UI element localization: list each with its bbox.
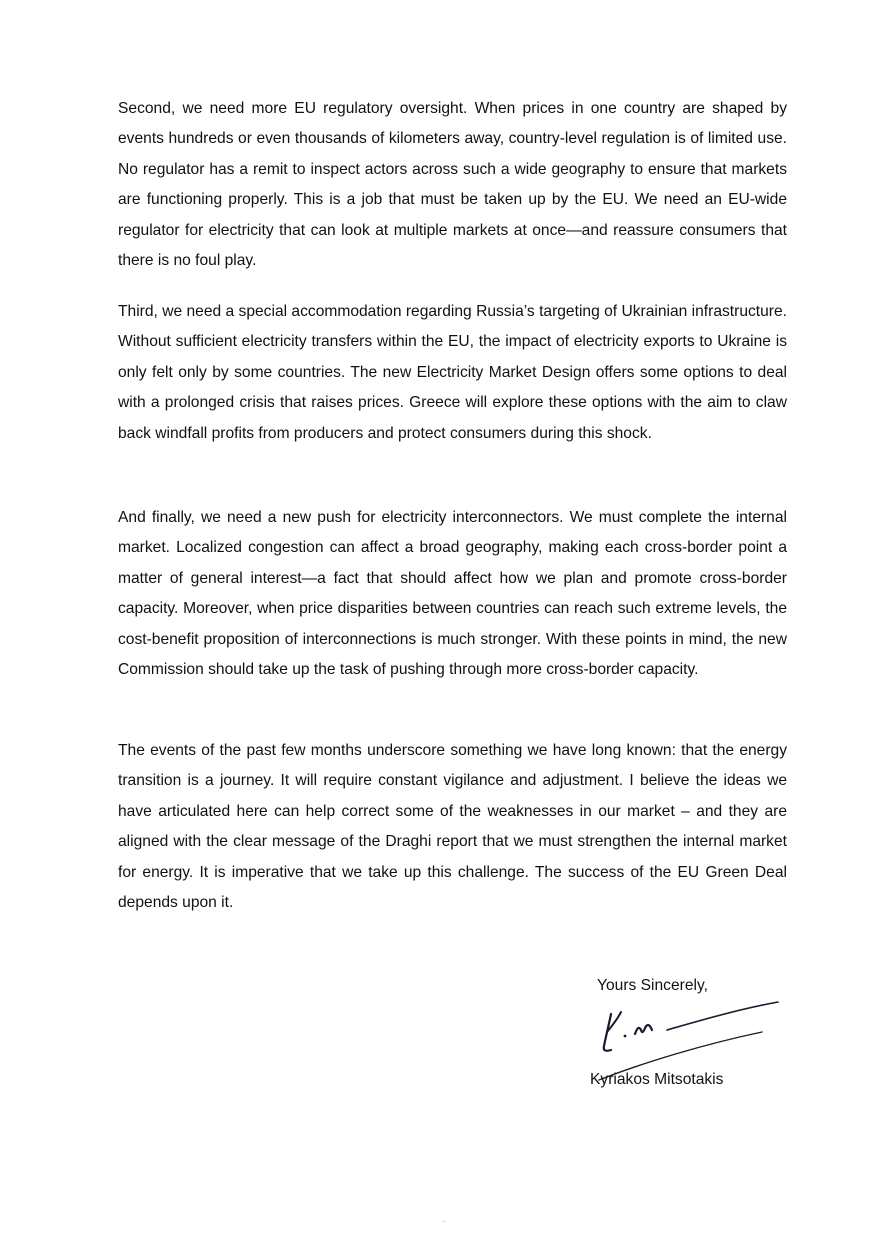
paragraph-interconnectors: And finally, we need a new push for electricity interconnectors. We must complete the internal market. Localized congestion can affect a broad geography, making each cross-border point a matter of general interest—a fact that should affect how we plan and promote cross-border capacity. Moreover, when price disparities between countries can reach such extreme levels, the cost-benefit proposition of interconnections is much stronger. With these points in mind, the new Commission should take up the task of pushing through more cross-border capacity. [118,509,787,679]
paragraph-ukraine-accommodation: Third, we need a special accommodation regarding Russia’s targeting of Ukrainian infrastructure. Without sufficient electricity transfers within the EU, the impact of electricity exports to Ukraine is only felt only by some countries. The new Electricity Market Design offers some options to deal with a prolonged crisis that raises prices. Greece will explore these options with the aim to claw back windfall profits from producers and protect consumers during this shock. [118,303,787,442]
paragraph-conclusion: The events of the past few months underscore something we have long known: that the energy transition is a journey. It will require constant vigilance and adjustment. I believe the ideas we have articulated here can help correct some of the weaknesses in our market – and they are aligned with the clear message of the Draghi report that we must strengthen the internal market for energy. It is imperative that we take up this challenge. The success of the EU Green Deal depends upon it. [118,742,787,912]
closing-salutation: Yours Sincerely, [597,977,708,994]
signature-stroke-upper-line [667,1002,778,1030]
scan-artifact [443,1221,446,1222]
signature-icon [585,992,795,1082]
signer-name: Kyriakos Mitsotakis [590,1071,724,1088]
paragraph-regulatory-oversight: Second, we need more EU regulatory oversight. When prices in one country are shaped by events hundreds or even thousands of kilometers away, country-level regulation is of limited use. No regulator has a remit to inspect actors across such a wide geography to ensure that markets are functioning properly. This is a job that must be taken up by the EU. We need an EU-wide regulator for electricity that can look at multiple markets at once—and reassure consumers that there is no foul play. [118,100,787,270]
signature-dot [624,1035,627,1038]
signature-stroke-m [635,1025,652,1034]
